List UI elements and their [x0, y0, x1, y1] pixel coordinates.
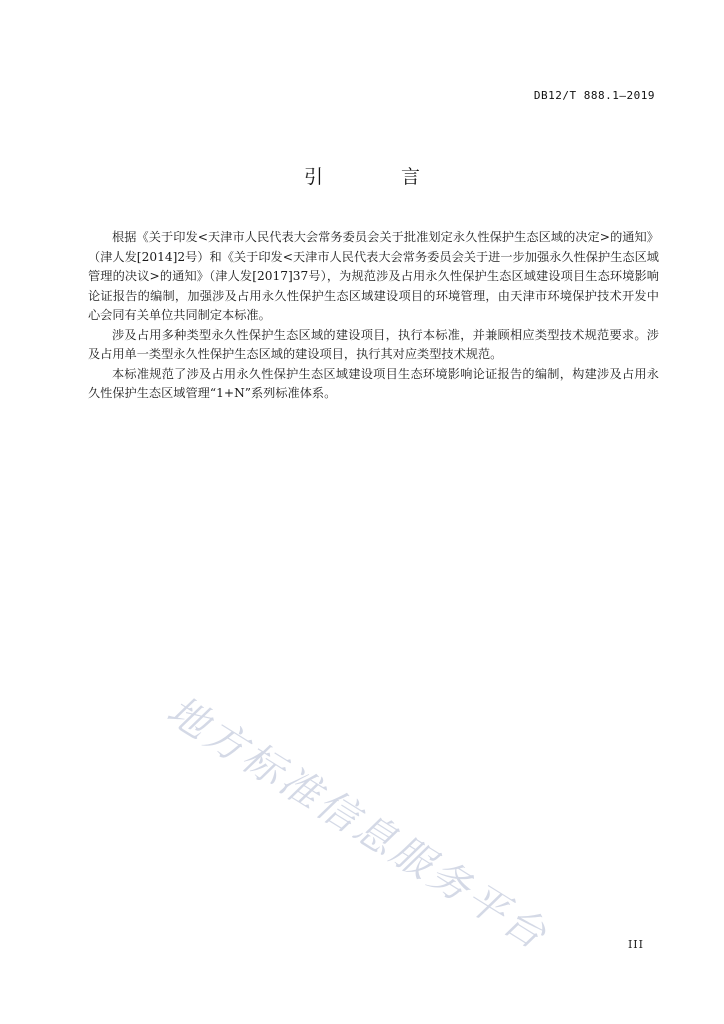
document-code: DB12/T 888.1—2019: [533, 89, 655, 102]
watermark: 地方标准信息服务平台: [158, 687, 557, 960]
paragraph-system: 本标准规范了涉及占用永久性保护生态区域建设项目生态环境影响论证报告的编制，构建涉及占用永久性保护生态区域管理“1+N”系列标准体系。: [88, 366, 659, 400]
body-text: [88, 228, 659, 404]
page-title: 引 言: [303, 166, 457, 188]
paragraph-scope: 涉及占用多种类型永久性保护生态区域的建设项目，执行本标准，并兼顾相应类型技术规范要求。涉及占用单一类型永久性保护生态区域的建设项目，执行其对应类型技术规范。: [88, 327, 659, 361]
page-number: III: [627, 938, 644, 951]
paragraph-basis: 根据《关于印发<天津市人民代表大会常务委员会关于批准划定永久性保护生态区域的决定>的通知》（津人发[2014]2号）和《关于印发<天津市人民代表大会常务委员会关于进一步加强永久性保护生态区域管理的决议>的通知》（津人发[2017]37号），为规范涉及占用永久性保护生态区域建设项目生态环境影响论证报告的编制，加强涉及占用永久性保护生态区域建设项目的环境管理，由天津市环境保护技术开发中心会同有关单位共同制定本标准。: [88, 230, 659, 322]
